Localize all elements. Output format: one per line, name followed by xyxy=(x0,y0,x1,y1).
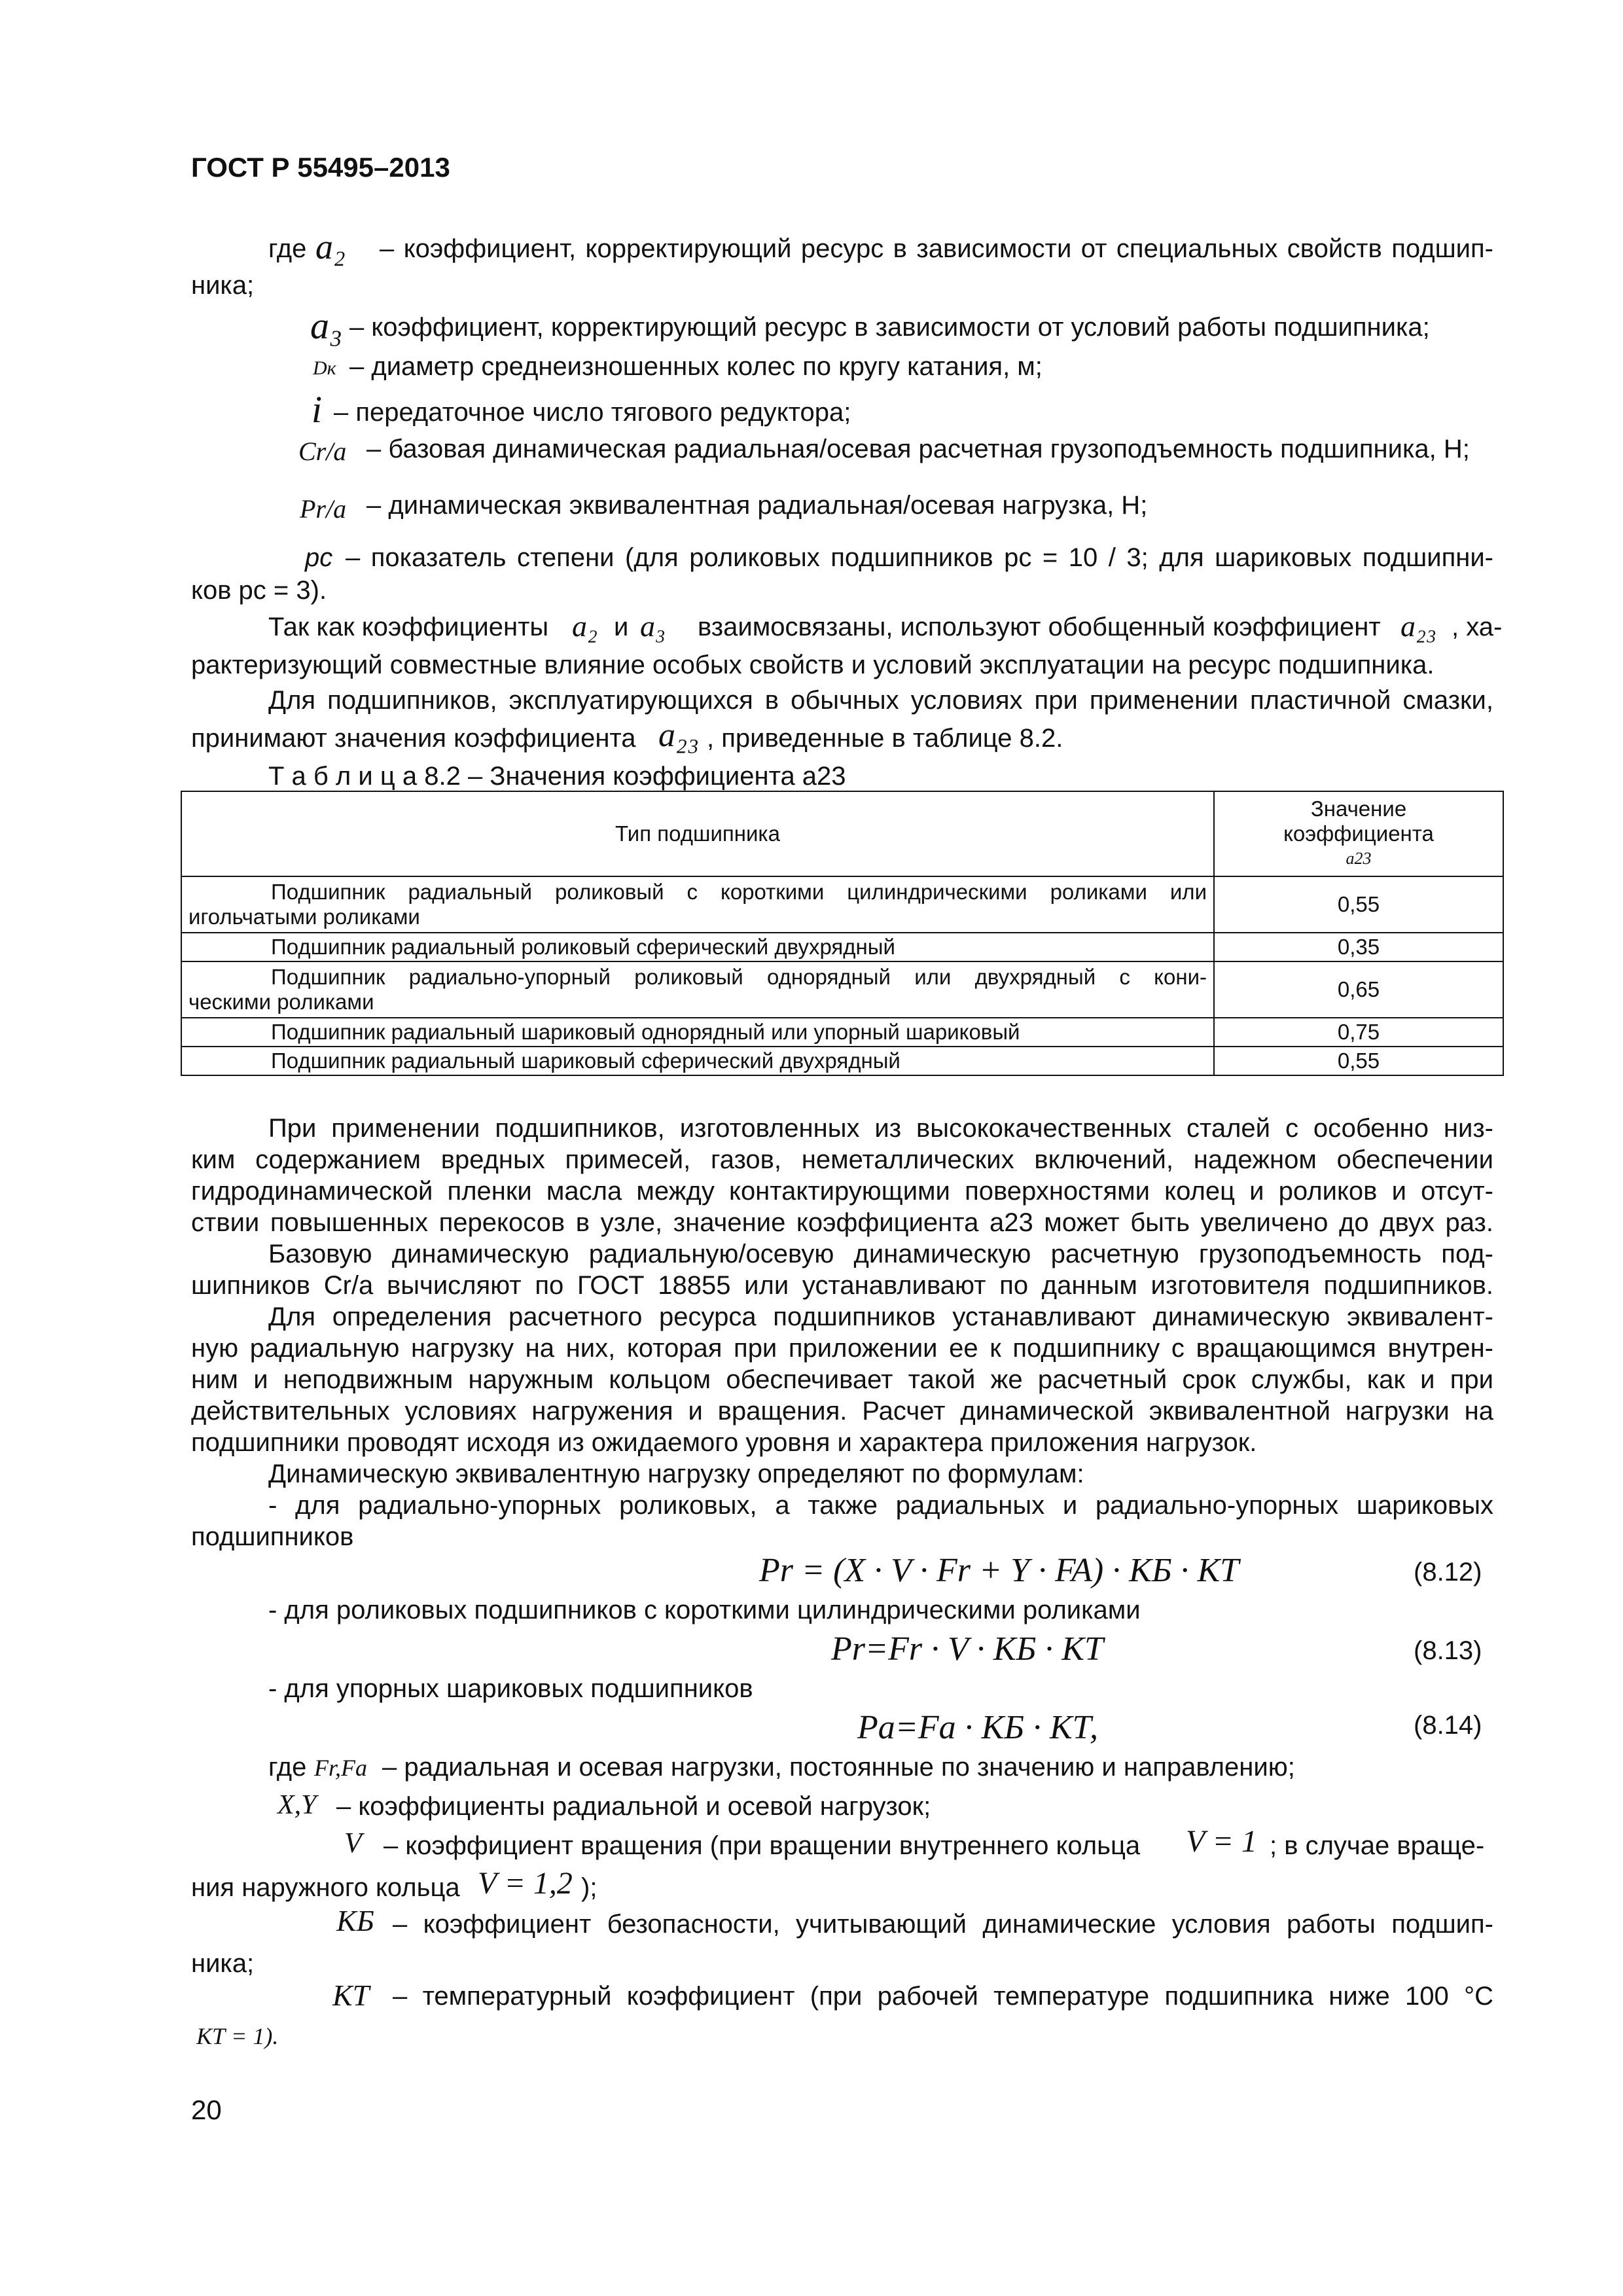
symbol-a3: a₃ xyxy=(310,304,343,347)
para2-line1: Для подшипников, эксплуатирующихся в обычных условиях при применении пластичной смазки, xyxy=(268,686,1493,715)
row3-value: 0,65 xyxy=(1214,961,1503,1018)
def-pra-text: – динамическая эквивалентная радиальная/осевая нагрузка, Н; xyxy=(366,491,1148,520)
page-number: 20 xyxy=(191,2094,222,2125)
row2-type-line1: Подшипник радиальный роликовый сферический двухрядный xyxy=(271,935,895,959)
row4-type xyxy=(181,1018,1214,1047)
row3-type xyxy=(181,961,1214,1018)
symbol-kt: KТ xyxy=(332,1979,370,2012)
symbol-pra: Pr/a xyxy=(300,494,347,524)
para1-text-c: , ха- xyxy=(1452,613,1503,641)
para2-symbol-a23: a₂₃ xyxy=(658,717,700,754)
symbol-xy: X,Y xyxy=(277,1790,317,1820)
para4-line2: шипников Cr/a вычисляют по ГОСТ 18855 или устанавливают по данным изготовителя подшипников. xyxy=(191,1271,1493,1300)
row1-type-line1: Подшипник радиальный роликовый с короткими цилиндрическими роликами или xyxy=(271,880,1207,904)
def-kb-cont: ника; xyxy=(191,1949,255,1978)
para1-text-a: Так как коэффициенты xyxy=(268,613,549,641)
row5-type xyxy=(181,1047,1214,1075)
para3-line4: ствии повышенных перекосов в узле, значение коэффициента a23 может быть увеличено до двух раз. xyxy=(191,1208,1493,1237)
coefficient-table xyxy=(181,791,1504,1076)
def-v-text: – коэффициент вращения (при вращении внутреннего кольца xyxy=(383,1831,1141,1860)
header-coefficient-value xyxy=(1214,791,1503,876)
symbol-v: V xyxy=(344,1827,362,1859)
para6: Динамическую эквивалентную нагрузку определяют по формулам: xyxy=(268,1460,1084,1488)
para1-symbol-a23: a₂₃ xyxy=(1400,609,1436,643)
row1-type-line2: игольчатыми роликами xyxy=(188,905,420,929)
equation-8-12: Pr = (X · V · Fr + Y · FA) · KБ · KТ xyxy=(759,1552,1240,1589)
def-a2-lead: где xyxy=(268,234,307,263)
symbol-fr-fa: Fr,Fa xyxy=(314,1755,367,1781)
para1-symbol-a3: a₃ xyxy=(640,609,666,643)
header-value-line1: Значение xyxy=(1310,797,1407,821)
case2: - для роликовых подшипников с короткими цилиндрическими роликами xyxy=(268,1596,1141,1624)
def-pc-text: – показатель степени (для роликовых подшипников pc = 10 / 3; для шариковых подшипни- xyxy=(346,543,1493,572)
para5-line2: ную радиальную нагрузку на них, которая при приложении ее к подшипнику с вращающимся внутрен- xyxy=(191,1334,1493,1363)
para2-text-b: , приведенные в таблице 8.2. xyxy=(707,724,1063,753)
document-id-header: ГОСТ Р 55495–2013 xyxy=(191,152,450,183)
header-bearing-type: Тип подшипника xyxy=(181,791,1214,876)
equation-8-12-number: (8.12) xyxy=(1414,1558,1482,1587)
para2-text-a: принимают значения коэффициента xyxy=(191,724,636,753)
para1-text-b: взаимосвязаны, используют обобщенный коэффициент xyxy=(698,613,1381,641)
para4-line1: Базовую динамическую радиальную/осевую динамическую расчетную грузоподъемность под- xyxy=(268,1240,1493,1268)
case1-line1: - для радиально-упорных роликовых, а также радиальных и радиально-упорных шариковых xyxy=(268,1491,1493,1520)
table-row xyxy=(181,933,1503,961)
row1-value: 0,55 xyxy=(1214,876,1503,933)
row2-value: 0,35 xyxy=(1214,933,1503,961)
def-dk-text: – диаметр среднеизношенных колес по кругу катания, м; xyxy=(349,352,1043,381)
def-pc-cont: ков pc = 3). xyxy=(191,576,327,605)
symbol-dk: Dк xyxy=(313,357,336,379)
para5-line5: подшипники проводят исходя из ожидаемого уровня и характера приложения нагрузок. xyxy=(191,1428,1257,1457)
def-v-text2: ; в случае враще- xyxy=(1270,1831,1485,1860)
para5-line4: действительных условиях нагружения и вращения. Расчет динамической эквивалентной нагрузки на xyxy=(191,1397,1493,1426)
header-value-line3: a23 xyxy=(1346,849,1372,868)
row4-value: 0,75 xyxy=(1214,1018,1503,1047)
def-a2-cont: ника; xyxy=(191,271,255,300)
para1-text-and: и xyxy=(614,613,629,641)
row5-type-line1: Подшипник радиальный шариковый сферический двухрядный xyxy=(271,1049,901,1073)
def-kt-text: – температурный коэффициент (при рабочей температуре подшипника ниже 100 °С xyxy=(393,1982,1493,2011)
symbol-kb: KБ xyxy=(336,1904,374,1937)
def-f-lead: где xyxy=(268,1753,307,1782)
row1-type xyxy=(181,876,1214,933)
case1-line2: подшипников xyxy=(191,1522,354,1551)
def-kt-cont: KТ = 1). xyxy=(196,2023,279,2049)
para3-line1: При применении подшипников, изготовленных из высококачественных сталей с особенно низ- xyxy=(268,1114,1493,1143)
table-row xyxy=(181,961,1503,1018)
row3-type-line2: ческими роликами xyxy=(188,990,374,1014)
def-kb-text: – коэффициент безопасности, учитывающий динамические условия работы подшип- xyxy=(393,1910,1493,1939)
para3-line3: гидродинамической пленки масла между контактирующими поверхностями колец и роликов и отсут- xyxy=(191,1177,1493,1206)
def-i-text: – передаточное число тягового редуктора; xyxy=(334,398,851,427)
def-cra-text: – базовая динамическая радиальная/осевая расчетная грузоподъемность подшипника, Н; xyxy=(366,435,1470,463)
row5-value: 0,55 xyxy=(1214,1047,1503,1075)
equation-8-13: Pr=Fr · V · KБ · KТ xyxy=(831,1630,1103,1668)
def-f-text: – радиальная и осевая нагрузки, постоянные по значению и направлению; xyxy=(382,1753,1295,1782)
row3-type-line1: Подшипник радиально-упорный роликовый однорядный или двухрядный с кони- xyxy=(271,965,1207,989)
table-header-row xyxy=(181,791,1503,876)
equation-v-1: V = 1 xyxy=(1186,1824,1257,1859)
table-row xyxy=(181,1047,1503,1075)
para5-line1: Для определения расчетного ресурса подшипников устанавливают динамическую эквивалент- xyxy=(268,1302,1493,1331)
symbol-cra: Cr/a xyxy=(298,437,347,466)
symbol-pc: pc xyxy=(305,543,333,572)
def-xy-text: – коэффициенты радиальной и осевой нагрузок; xyxy=(336,1792,931,1821)
para1-line2: рактеризующий совместные влияние особых свойств и условий эксплуатации на ресурс подшипника. xyxy=(191,651,1435,679)
header-value-line2: коэффициента xyxy=(1283,821,1434,846)
equation-8-14-number: (8.14) xyxy=(1414,1711,1482,1740)
symbol-i: i xyxy=(312,388,323,431)
equation-8-14: Pa=Fa · KБ · KТ, xyxy=(857,1709,1098,1746)
table-caption: Т а б л и ц а 8.2 – Значения коэффициента a23 xyxy=(268,762,846,791)
para5-line3: ним и неподвижным наружным кольцом обеспечивает такой же расчетный срок службы, как и при xyxy=(191,1365,1493,1394)
case3: - для упорных шариковых подшипников xyxy=(268,1674,753,1703)
def-a3-text: – коэффициент, корректирующий ресурс в зависимости от условий работы подшипника; xyxy=(349,313,1430,342)
equation-8-13-number: (8.13) xyxy=(1414,1636,1482,1665)
para3-line2: ким содержанием вредных примесей, газов, неметаллических включений, надежном обеспечении xyxy=(191,1145,1493,1174)
def-a2-text: – коэффициент, корректирующий ресурс в зависимости от специальных свойств подшип- xyxy=(380,234,1493,263)
def-v-cont2: ); xyxy=(581,1873,597,1902)
table-row xyxy=(181,876,1503,933)
row4-type-line1: Подшипник радиальный шариковый однорядный или упорный шариковый xyxy=(271,1020,1020,1044)
symbol-a2: a₂ xyxy=(315,227,346,266)
equation-v-1-2: V = 1,2 xyxy=(478,1866,573,1901)
para1-symbol-a2: a₂ xyxy=(572,609,597,643)
table-row xyxy=(181,1018,1503,1047)
row2-type xyxy=(181,933,1214,961)
def-v-cont: ния наружного кольца xyxy=(191,1873,460,1902)
